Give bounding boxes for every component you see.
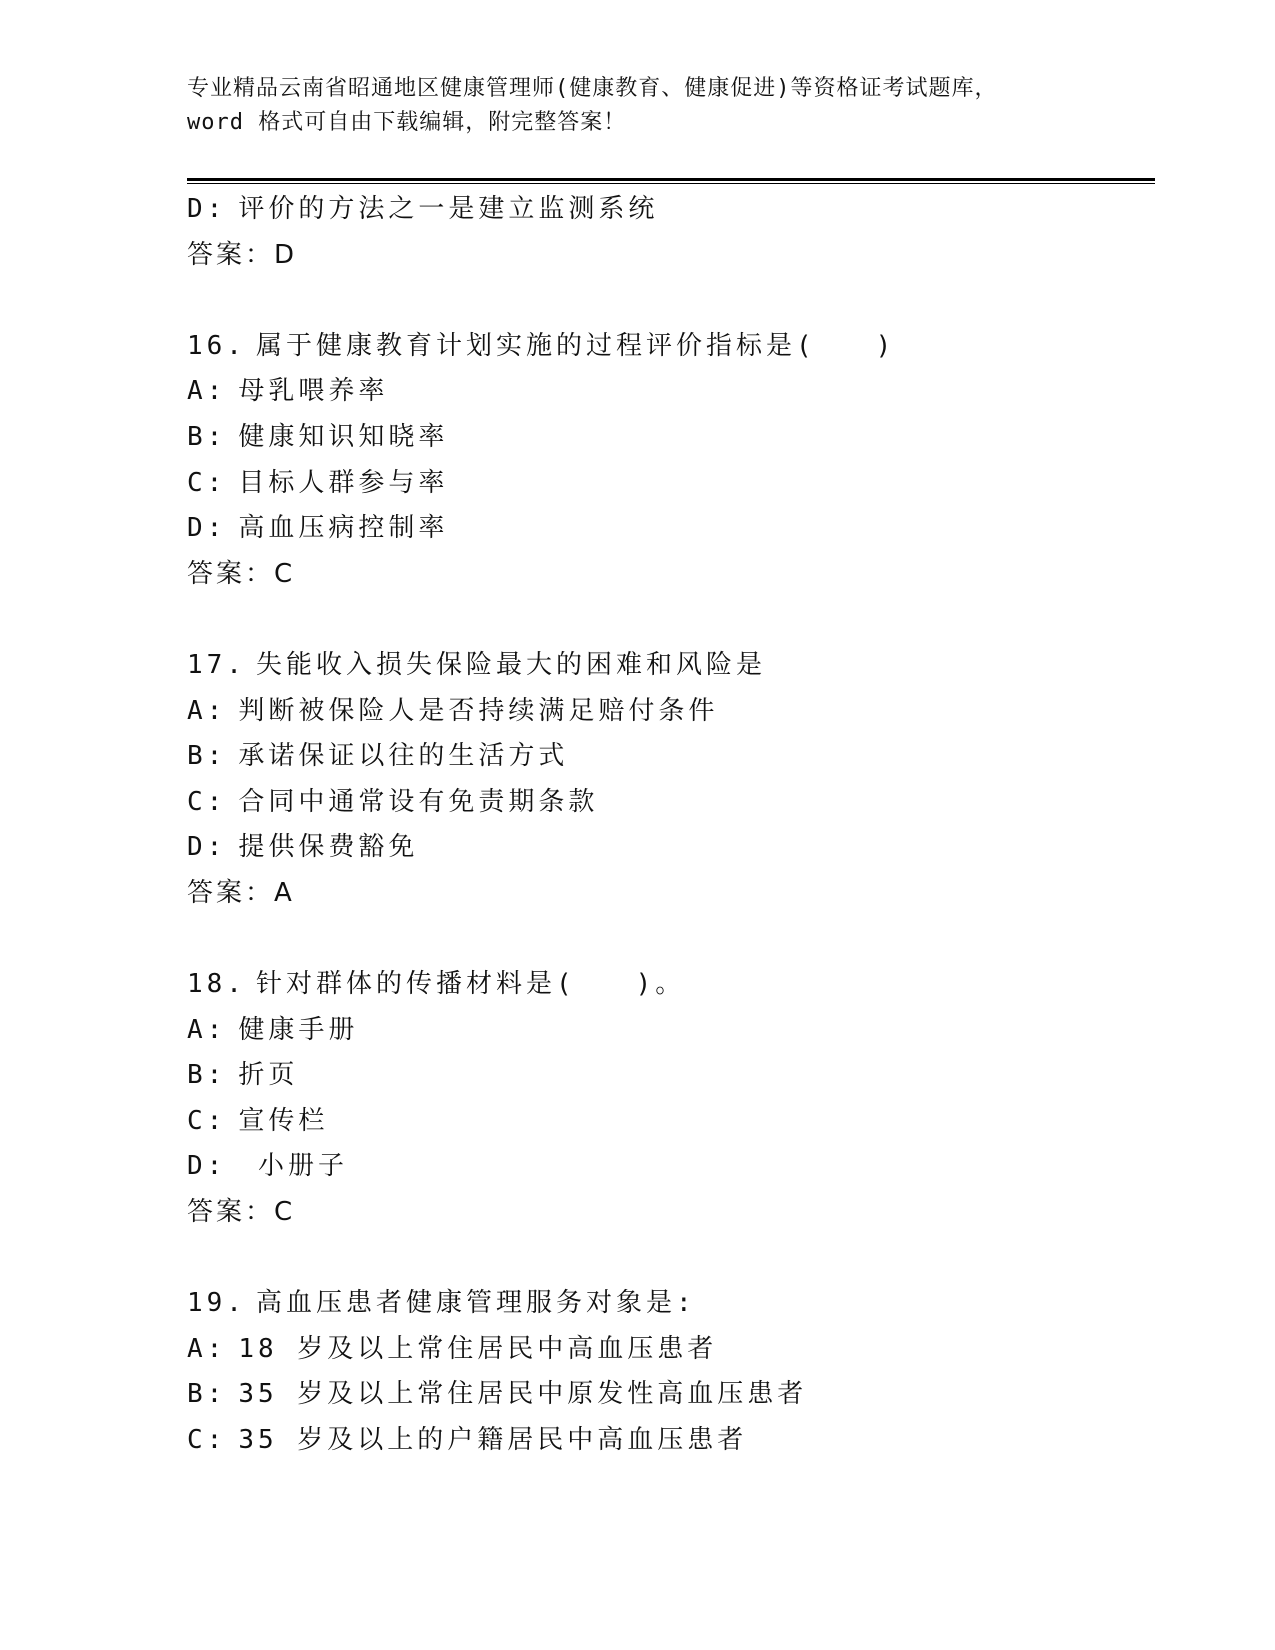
answer-line [187, 552, 1155, 598]
question-text: 失能收入损失保险最大的困难和风险是 [255, 649, 766, 680]
question-stem [187, 962, 1155, 1008]
answer-label: 答案： [187, 239, 275, 270]
option-text: 18 岁及以上常住居民中高血压患者 [238, 1333, 718, 1364]
option-letter: B: [187, 741, 227, 772]
option-text: 高血压病控制率 [238, 513, 449, 544]
option-line [187, 689, 1155, 735]
option-line [187, 1372, 1155, 1418]
option-line [187, 1144, 1155, 1190]
question-stem [187, 643, 1155, 689]
answer-value: C [274, 1197, 296, 1228]
option-text: 35 岁及以上常住居民中原发性高血压患者 [238, 1379, 808, 1410]
option-letter: B: [187, 421, 227, 452]
question-stem [187, 1281, 1155, 1327]
option-letter: D: [187, 513, 227, 544]
question-number: 17. [187, 649, 246, 680]
option-letter: C: [187, 467, 227, 498]
option-line [187, 780, 1155, 826]
option-line [187, 1053, 1155, 1099]
answer-value: C [274, 558, 296, 589]
option-text: 判断被保险人是否持续满足赔付条件 [238, 695, 719, 726]
option-text: 折页 [238, 1060, 299, 1091]
option-letter: A: [187, 376, 227, 407]
question-text: 高血压患者健康管理服务对象是: [255, 1288, 696, 1319]
option-text: 小册子 [238, 1151, 348, 1182]
option-letter: A: [187, 1014, 227, 1045]
option-line [187, 1099, 1155, 1145]
answer-label: 答案： [187, 558, 275, 589]
option-text: 目标人群参与率 [238, 467, 449, 498]
option-text: 健康知识知晓率 [238, 421, 449, 452]
option-line [187, 187, 1155, 233]
option-letter: C: [187, 786, 227, 817]
document-page [187, 0, 1157, 1650]
answer-line [187, 871, 1155, 917]
option-line [187, 506, 1155, 552]
option-letter: A: [187, 695, 227, 726]
header-line-2: word 格式可自由下载编辑，附完整答案！ [187, 110, 627, 135]
document-header [187, 72, 1087, 140]
header-divider-thin [187, 183, 1155, 184]
answer-value: D [274, 239, 298, 270]
question-list [187, 187, 1155, 1464]
spacer [187, 917, 1155, 963]
answer-label: 答案： [187, 877, 275, 908]
answer-line [187, 233, 1155, 279]
option-letter: C: [187, 1425, 227, 1456]
question-number: 16. [187, 330, 246, 361]
option-text: 合同中通常设有免责期条款 [238, 786, 599, 817]
option-line [187, 415, 1155, 461]
answer-value: A [274, 877, 295, 908]
option-text: 宣传栏 [238, 1105, 329, 1136]
option-text: 35 岁及以上的户籍居民中高血压患者 [238, 1425, 748, 1456]
option-letter: D: [187, 1151, 227, 1182]
question-stem [187, 324, 1155, 370]
option-line [187, 1327, 1155, 1373]
spacer [187, 1236, 1155, 1282]
question-number: 19. [187, 1288, 246, 1319]
option-letter: C: [187, 1105, 227, 1136]
option-line [187, 1418, 1155, 1464]
option-letter: D: [187, 194, 227, 224]
option-text: 母乳喂养率 [238, 376, 389, 407]
header-line-1: 专业精品云南省昭通地区健康管理师(健康教育、健康促进)等资格证考试题库， [187, 76, 998, 101]
spacer [187, 278, 1155, 324]
option-text: 评价的方法之一是建立监测系统 [238, 194, 659, 224]
option-line [187, 825, 1155, 871]
option-line [187, 734, 1155, 780]
header-divider-thick [187, 178, 1155, 181]
spacer [187, 597, 1155, 643]
option-letter: B: [187, 1060, 227, 1091]
option-line [187, 1008, 1155, 1054]
answer-label: 答案： [187, 1197, 275, 1228]
option-text: 健康手册 [238, 1014, 359, 1045]
option-letter: D: [187, 832, 227, 863]
question-text: 针对群体的传播材料是( )。 [255, 969, 686, 1000]
answer-line [187, 1190, 1155, 1236]
question-number: 18. [187, 969, 246, 1000]
option-text: 承诺保证以往的生活方式 [238, 741, 569, 772]
option-line [187, 369, 1155, 415]
question-text: 属于健康教育计划实施的过程评价指标是( ) [255, 330, 896, 361]
option-letter: B: [187, 1379, 227, 1410]
option-letter: A: [187, 1333, 227, 1364]
option-line [187, 461, 1155, 507]
option-text: 提供保费豁免 [238, 832, 419, 863]
